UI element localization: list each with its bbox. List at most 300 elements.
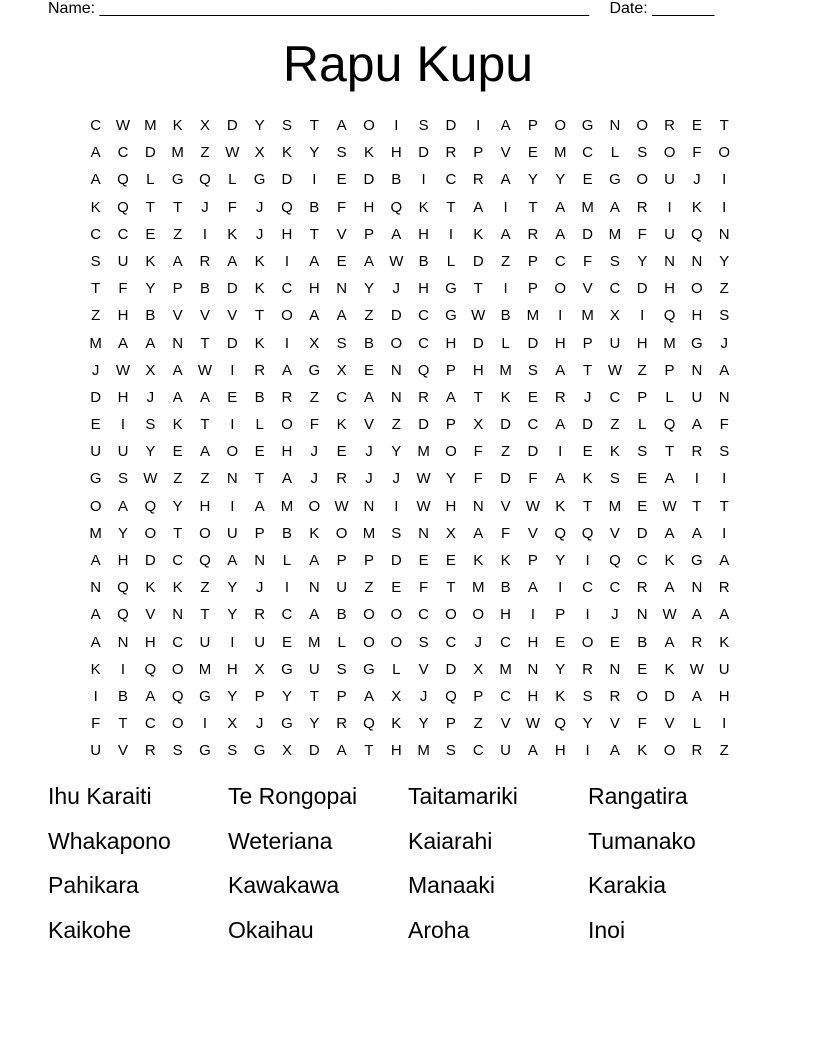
grid-letter[interactable]: A [117,334,128,352]
grid-letter[interactable]: I [558,443,563,461]
grid-letter[interactable]: O [636,117,649,134]
grid-letter[interactable]: K [582,470,593,488]
grid-letter[interactable]: D [500,416,511,434]
grid-letter[interactable]: Y [445,470,456,488]
grid-letter[interactable]: A [719,361,730,379]
grid-letter[interactable]: M [89,334,102,352]
grid-letter[interactable]: K [500,552,511,569]
grid-letter[interactable]: A [281,361,292,379]
grid-letter[interactable]: I [394,497,399,515]
grid-letter[interactable]: E [582,171,593,189]
grid-letter[interactable]: Z [309,388,319,406]
grid-letter[interactable]: D [226,334,238,352]
grid-letter[interactable]: Q [171,687,184,705]
grid-letter[interactable]: A [145,687,156,705]
grid-letter[interactable]: W [197,361,213,379]
grid-letter[interactable]: Y [172,497,183,515]
grid-letter[interactable]: I [585,606,590,624]
grid-letter[interactable]: Z [501,252,511,270]
grid-letter[interactable]: P [445,715,456,733]
grid-letter[interactable]: N [90,579,102,597]
grid-letter[interactable]: T [200,606,210,624]
grid-letter[interactable]: W [607,361,622,379]
grid-letter[interactable]: X [473,416,484,434]
grid-letter[interactable]: S [527,361,538,379]
grid-letter[interactable]: L [146,171,155,189]
grid-letter[interactable]: W [115,361,131,379]
grid-letter[interactable]: T [446,579,456,597]
grid-letter[interactable]: J [419,687,428,705]
grid-letter[interactable]: A [363,252,374,270]
grid-letter[interactable]: J [583,388,592,406]
grid-letter[interactable]: A [500,225,511,243]
grid-letter[interactable]: A [309,307,320,325]
grid-letter[interactable]: H [527,687,539,705]
grid-letter[interactable]: C [281,280,293,298]
grid-letter[interactable]: O [226,443,239,461]
grid-letter[interactable]: R [636,579,648,597]
grid-letter[interactable]: D [582,416,593,434]
grid-letter[interactable]: T [446,198,456,216]
grid-letter[interactable]: Z [501,443,511,461]
grid-letter[interactable]: Y [227,687,238,705]
grid-letter[interactable]: N [718,388,730,406]
grid-letter[interactable]: N [691,361,703,379]
grid-letter[interactable]: F [309,416,319,434]
grid-letter[interactable]: G [445,280,457,298]
grid-letter[interactable]: D [390,307,402,325]
grid-letter[interactable]: R [254,361,266,379]
grid-letter[interactable]: V [500,715,511,733]
grid-letter[interactable]: J [611,606,619,624]
grid-letter[interactable]: X [145,361,156,379]
grid-letter[interactable]: F [692,144,702,162]
grid-letter[interactable]: Q [691,225,703,243]
grid-letter[interactable]: K [172,579,183,597]
grid-letter[interactable]: V [363,416,374,434]
grid-letter[interactable]: O [691,280,703,298]
grid-letter[interactable]: I [284,334,290,352]
grid-letter[interactable]: O [335,524,348,542]
grid-letter[interactable]: V [418,660,429,678]
grid-letter[interactable]: A [90,552,101,569]
grid-letter[interactable]: T [91,280,101,298]
grid-letter[interactable]: Z [91,307,101,325]
grid-letter[interactable]: D [472,252,484,270]
grid-letter[interactable]: A [719,552,730,569]
grid-letter[interactable]: A [227,252,238,270]
grid-letter[interactable]: N [664,252,675,270]
grid-letter[interactable]: F [719,416,729,434]
grid-letter[interactable]: I [230,416,235,434]
grid-letter[interactable]: K [473,225,484,243]
grid-letter[interactable]: D [582,225,593,243]
grid-letter[interactable]: B [418,252,429,270]
grid-letter[interactable]: P [582,334,593,352]
grid-letter[interactable]: B [309,198,320,216]
grid-letter[interactable]: I [476,117,481,134]
grid-letter[interactable]: J [720,334,728,352]
grid-letter[interactable]: M [581,307,594,325]
grid-letter[interactable]: Y [418,715,429,733]
grid-letter[interactable]: R [144,742,156,760]
grid-letter[interactable]: F [528,470,538,488]
grid-letter[interactable]: C [172,552,184,569]
grid-letter[interactable]: Z [364,579,374,597]
grid-letter[interactable]: A [199,443,210,461]
grid-letter[interactable]: S [719,443,730,461]
grid-letter[interactable]: E [145,225,156,243]
grid-letter[interactable]: I [284,252,290,270]
grid-letter[interactable]: W [334,497,349,515]
grid-letter[interactable]: Z [391,416,401,434]
grid-letter[interactable]: O [718,144,731,162]
grid-letter[interactable]: E [445,552,456,569]
grid-letter[interactable]: B [254,388,265,406]
grid-letter[interactable]: O [171,715,184,733]
grid-letter[interactable]: P [527,117,538,134]
grid-letter[interactable]: O [445,606,457,624]
grid-letter[interactable]: J [255,579,264,597]
grid-letter[interactable]: F [91,715,101,733]
grid-letter[interactable]: W [689,660,704,678]
grid-letter[interactable]: D [308,742,320,760]
grid-letter[interactable]: A [527,579,538,597]
grid-letter[interactable]: K [254,252,265,270]
grid-letter[interactable]: F [582,252,593,270]
grid-letter[interactable]: V [500,144,511,162]
grid-letter[interactable]: O [390,334,403,352]
grid-letter[interactable]: F [637,715,647,733]
grid-letter[interactable]: A [691,687,702,705]
grid-letter[interactable]: E [90,416,101,434]
grid-letter[interactable]: D [418,144,430,162]
grid-letter[interactable]: Y [582,715,593,733]
grid-letter[interactable]: I [421,171,426,189]
grid-letter[interactable]: Q [363,715,375,733]
grid-letter[interactable]: Q [117,606,129,624]
grid-letter[interactable]: X [445,524,456,542]
grid-letter[interactable]: T [473,388,483,406]
grid-letter[interactable]: O [581,633,594,651]
grid-letter[interactable]: X [473,660,484,678]
grid-letter[interactable]: T [582,497,593,515]
grid-letter[interactable]: V [527,524,538,542]
grid-letter[interactable]: A [363,687,374,705]
grid-letter[interactable]: H [445,497,457,515]
grid-letter[interactable]: G [308,361,321,379]
grid-letter[interactable]: K [664,552,675,569]
grid-letter[interactable]: D [636,280,648,298]
grid-letter[interactable]: N [172,606,184,624]
grid-letter[interactable]: I [230,497,235,515]
grid-letter[interactable]: Q [144,660,157,678]
grid-letter[interactable]: C [418,307,430,325]
grid-letter[interactable]: P [527,280,538,298]
grid-letter[interactable]: R [418,388,430,406]
grid-letter[interactable]: S [391,524,402,542]
grid-letter[interactable]: A [145,334,156,352]
grid-letter[interactable]: Y [309,144,320,162]
grid-letter[interactable]: U [718,660,730,678]
grid-letter[interactable]: O [663,742,676,760]
grid-letter[interactable]: Y [637,252,648,270]
grid-letter[interactable]: C [500,633,511,651]
grid-letter[interactable]: X [199,117,210,134]
grid-letter[interactable]: G [253,171,266,189]
grid-letter[interactable]: Z [364,307,374,325]
grid-letter[interactable]: X [254,660,265,678]
grid-letter[interactable]: J [474,633,482,651]
grid-letter[interactable]: A [719,606,730,624]
grid-letter[interactable]: T [692,497,702,515]
grid-letter[interactable]: C [609,388,621,406]
grid-letter[interactable]: L [446,252,456,270]
grid-letter[interactable]: I [202,715,208,733]
grid-letter[interactable]: O [390,633,403,651]
grid-letter[interactable]: I [558,307,563,325]
grid-letter[interactable]: A [90,171,101,189]
grid-letter[interactable]: V [664,715,675,733]
grid-letter[interactable]: Y [227,579,238,597]
grid-letter[interactable]: L [228,171,237,189]
grid-letter[interactable]: N [609,660,621,678]
grid-letter[interactable]: Y [391,443,402,461]
grid-letter[interactable]: B [336,606,347,624]
grid-letter[interactable]: I [722,715,727,733]
grid-letter[interactable]: D [636,524,648,542]
grid-letter[interactable]: M [608,225,622,243]
grid-letter[interactable]: X [227,715,238,733]
grid-letter[interactable]: A [691,416,702,434]
grid-letter[interactable]: D [418,416,430,434]
grid-letter[interactable]: E [555,633,566,651]
grid-letter[interactable]: A [691,524,702,542]
grid-letter[interactable]: T [364,742,374,760]
grid-letter[interactable]: M [499,660,512,678]
grid-letter[interactable]: B [281,524,292,542]
grid-letter[interactable]: H [226,660,238,678]
grid-letter[interactable]: U [500,742,511,760]
grid-letter[interactable]: C [418,606,430,624]
grid-letter[interactable]: V [145,606,156,624]
grid-letter[interactable]: C [472,742,484,760]
grid-letter[interactable]: E [582,443,593,461]
grid-letter[interactable]: I [120,416,126,434]
grid-letter[interactable]: K [227,225,238,243]
grid-letter[interactable]: R [636,198,648,216]
grid-letter[interactable]: P [473,687,484,705]
grid-letter[interactable]: X [336,361,347,379]
grid-letter[interactable]: A [172,252,183,270]
grid-letter[interactable]: T [255,307,265,325]
grid-letter[interactable]: R [582,660,593,678]
grid-letter[interactable]: M [308,633,321,651]
grid-letter[interactable]: H [144,633,156,651]
grid-letter[interactable]: I [230,633,235,651]
grid-letter[interactable]: B [500,307,511,325]
grid-letter[interactable]: E [637,660,648,678]
grid-letter[interactable]: G [281,715,293,733]
grid-letter[interactable]: E [637,470,648,488]
grid-letter[interactable]: C [418,334,430,352]
grid-letter[interactable]: R [336,470,348,488]
grid-letter[interactable]: Z [200,579,210,597]
grid-letter[interactable]: U [199,633,211,651]
grid-letter[interactable]: U [254,633,266,651]
grid-letter[interactable]: I [722,524,727,542]
grid-letter[interactable]: D [226,117,238,134]
grid-letter[interactable]: H [718,687,730,705]
grid-letter[interactable]: A [527,742,538,760]
grid-letter[interactable]: Y [555,660,566,678]
grid-letter[interactable]: A [609,742,620,760]
grid-letter[interactable]: D [226,280,238,298]
grid-letter[interactable]: H [199,497,211,515]
grid-letter[interactable]: E [336,171,347,189]
grid-letter[interactable]: A [555,198,566,216]
grid-letter[interactable]: A [391,225,402,243]
grid-letter[interactable]: F [473,443,483,461]
grid-letter[interactable]: O [636,171,649,189]
grid-letter[interactable]: S [609,252,620,270]
grid-letter[interactable]: I [694,470,699,488]
grid-letter[interactable]: C [609,280,621,298]
grid-letter[interactable]: Q [117,579,129,597]
grid-letter[interactable]: G [363,660,375,678]
grid-letter[interactable]: T [719,497,729,515]
grid-letter[interactable]: S [172,742,183,760]
grid-letter[interactable]: Z [719,280,729,298]
grid-letter[interactable]: M [362,524,376,542]
grid-letter[interactable]: R [445,144,457,162]
grid-letter[interactable]: I [120,660,126,678]
grid-letter[interactable]: S [582,687,593,705]
grid-letter[interactable]: Q [117,198,129,216]
grid-letter[interactable]: A [664,633,675,651]
grid-letter[interactable]: T [309,687,319,705]
grid-letter[interactable]: A [555,225,566,243]
grid-letter[interactable]: U [117,443,129,461]
grid-letter[interactable]: H [554,334,566,352]
grid-letter[interactable]: R [664,117,675,134]
grid-letter[interactable]: J [365,470,373,488]
grid-letter[interactable]: P [363,225,374,243]
grid-letter[interactable]: D [445,660,457,678]
grid-letter[interactable]: N [718,225,730,243]
grid-letter[interactable]: F [118,280,128,298]
grid-letter[interactable]: S [336,144,347,162]
date-field-line[interactable]: _______ [652,0,715,17]
grid-letter[interactable]: H [117,388,129,406]
grid-letter[interactable]: M [553,144,567,162]
grid-letter[interactable]: A [363,388,374,406]
grid-letter[interactable]: K [555,497,566,515]
grid-letter[interactable]: G [199,687,211,705]
grid-letter[interactable]: K [172,416,183,434]
grid-letter[interactable]: D [281,171,293,189]
grid-letter[interactable]: K [473,552,484,569]
grid-letter[interactable]: M [499,361,512,379]
grid-letter[interactable]: O [663,144,676,162]
grid-letter[interactable]: O [144,524,157,542]
grid-letter[interactable]: U [308,660,320,678]
grid-letter[interactable]: H [281,225,293,243]
grid-letter[interactable]: P [336,552,347,569]
grid-letter[interactable]: N [636,606,648,624]
grid-letter[interactable]: C [445,633,457,651]
grid-letter[interactable]: L [282,552,292,569]
grid-letter[interactable]: P [527,252,538,270]
grid-letter[interactable]: D [500,470,511,488]
grid-letter[interactable]: S [336,660,347,678]
grid-letter[interactable]: Q [417,361,430,379]
grid-letter[interactable]: V [500,497,511,515]
grid-letter[interactable]: C [172,633,184,651]
grid-letter[interactable]: B [363,334,374,352]
grid-letter[interactable]: J [255,198,264,216]
grid-letter[interactable]: F [637,225,647,243]
grid-letter[interactable]: E [172,443,183,461]
grid-letter[interactable]: Y [254,117,265,134]
grid-letter[interactable]: O [281,416,293,434]
grid-letter[interactable]: T [719,117,729,134]
grid-letter[interactable]: K [363,144,374,162]
grid-letter[interactable]: V [172,307,183,325]
grid-letter[interactable]: W [416,470,431,488]
grid-letter[interactable]: Y [281,687,292,705]
grid-letter[interactable]: Z [719,742,729,760]
grid-letter[interactable]: Z [200,144,210,162]
grid-letter[interactable]: O [89,497,102,515]
grid-letter[interactable]: G [89,470,102,488]
grid-letter[interactable]: D [363,171,375,189]
grid-letter[interactable]: A [555,470,566,488]
grid-letter[interactable]: R [199,252,211,270]
grid-letter[interactable]: A [555,416,566,434]
grid-letter[interactable]: D [472,334,484,352]
grid-letter[interactable]: C [609,579,621,597]
grid-letter[interactable]: G [691,334,703,352]
grid-letter[interactable]: Q [445,687,457,705]
grid-letter[interactable]: I [558,579,563,597]
grid-letter[interactable]: N [609,117,621,134]
grid-letter[interactable]: A [691,606,702,624]
grid-letter[interactable]: V [609,524,620,542]
grid-letter[interactable]: Q [281,198,293,216]
grid-letter[interactable]: M [526,307,540,325]
grid-letter[interactable]: S [281,117,292,134]
grid-letter[interactable]: G [281,660,293,678]
grid-letter[interactable]: Q [663,416,676,434]
grid-letter[interactable]: K [281,144,292,162]
grid-letter[interactable]: Q [663,307,676,325]
grid-letter[interactable]: D [144,144,156,162]
grid-letter[interactable]: H [636,334,648,352]
grid-letter[interactable]: E [637,497,648,515]
grid-letter[interactable]: Y [145,280,156,298]
grid-letter[interactable]: J [310,470,319,488]
grid-letter[interactable]: A [473,198,484,216]
grid-letter[interactable]: A [555,361,566,379]
grid-letter[interactable]: H [445,334,457,352]
grid-letter[interactable]: I [202,225,208,243]
grid-letter[interactable]: X [391,687,402,705]
grid-letter[interactable]: H [500,606,511,624]
grid-letter[interactable]: E [281,633,292,651]
grid-letter[interactable]: O [199,524,211,542]
grid-letter[interactable]: A [609,198,620,216]
